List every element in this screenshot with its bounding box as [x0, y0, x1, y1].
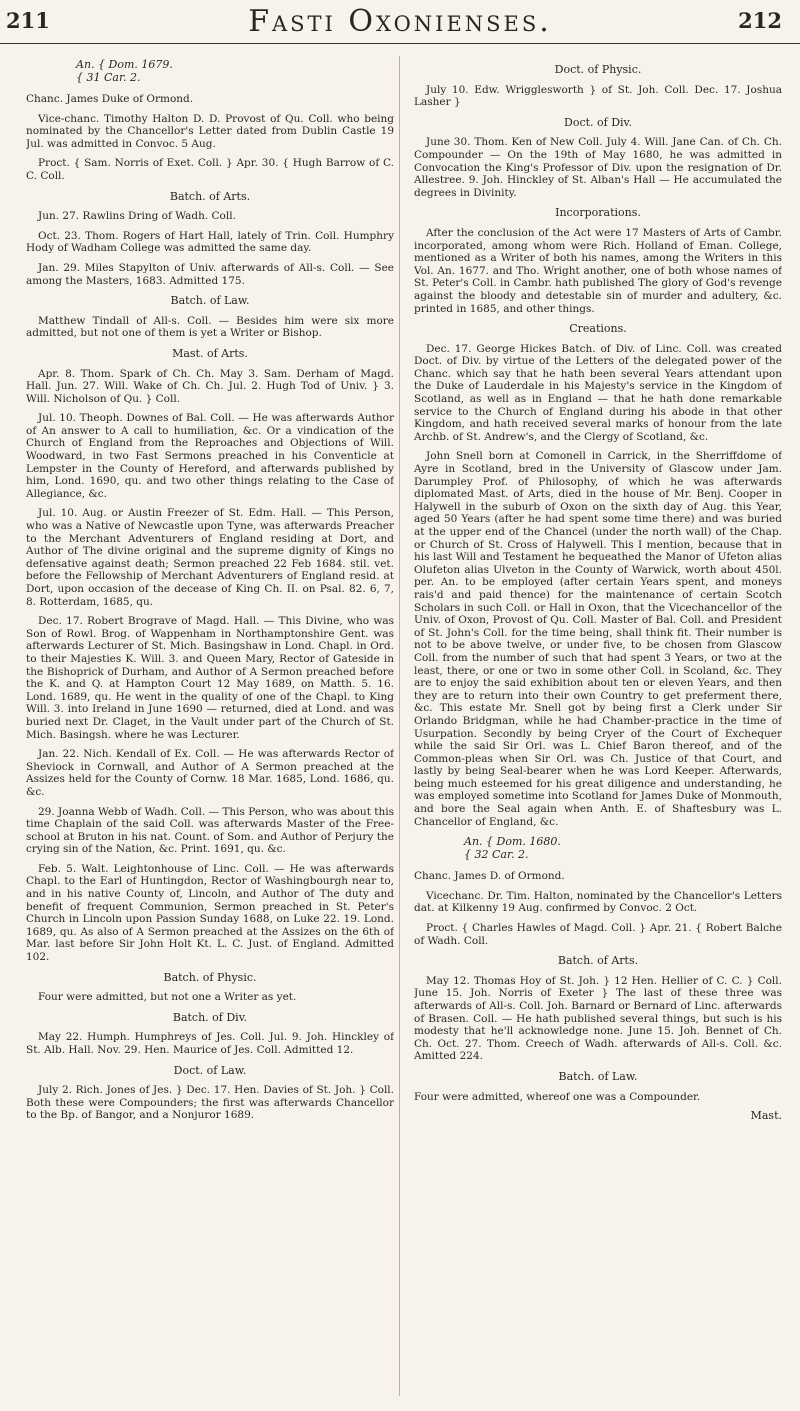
entry-paragraph: Proct. { Sam. Norris of Exet. Coll. } Apr. 30. { Hugh Barrow of C. C. Coll. [26, 157, 394, 182]
section-heading: Batch. of Arts. [169, 189, 251, 203]
entry-paragraph: Vicechanc. Dr. Tim. Halton, nominated by the Chancellor's Letters dat. at Kilkenny 19 Aug. confirmed by Convoc. 2 Oct. [414, 889, 782, 915]
column-divider [399, 56, 400, 1396]
entry-paragraph: Proct. { Charles Hawles of Magd. Coll. } Apr. 21. { Robert Balche of Wadh. Coll. [414, 922, 782, 947]
entry-paragraph: May 12. Thomas Hoy of St. Joh. } 12 Hen. Hellier of C. C. } Coll. June 15. Joh. Norris of Exeter } The last of these three was afterwards of All-s. Coll. Joh. Barnard or Bernard of Linc. afterwards of Brasen. Coll. — He hath published several things, but such is his modesty that he'll acknowledge none. June 15. Joh. Bennet of Ch. Ch. Oct. 27. Thom. Creech of Wadh. afterwards of All-s. Coll. &c. Amitted 224. [414, 974, 782, 1063]
entry-paragraph: Matthew Tindall of All-s. Coll. — Besides him were six more admitted, but not one of them is yet a Writer or Bishop. [26, 314, 394, 340]
page-header [0, 0, 800, 44]
entry-paragraph: Chanc. James Duke of Ormond. [26, 93, 194, 105]
entry-paragraph: Feb. 5. Walt. Leightonhouse of Linc. Coll. — He was afterwards Chapl. to the Earl of Huntingdon, Rector of Washingbourgh near to, and in his native County of, Lincoln, and Author of The duty and benefit of frequent Communion, Sermon preached in St. Peter's Church in Lincoln upon Passion Sunday 1688, on Luke 22. 19. Lond. 1689, qu. As also of A Sermon preached at the Assizes on the 6th of Mar. last before Sir John Holt Kt. L. C. Just. of England. Admitted 102. [26, 862, 394, 964]
section-heading: Mast. of Arts. [172, 346, 248, 360]
entry-paragraph: Dec. 17. Robert Brograve of Magd. Hall. — This Divine, who was Son of Rowl. Brog. of Wappenham in Northamptonshire Gent. was afterwards Lecturer of St. Mich. Basingshaw in Lond. Chapl. in Ord. to their Majesties K. Will. 3. and Queen Mary, Rector of Gateside in the Bishoprick of Durham, and Author of A Sermon preached before the K. and Q. at Hampton Court 12 May 1689, on Matth. 5. 16. Lond. 1689, qu. He went in the quality of one of the Chapl. to King Will. 3. into Ireland in June 1690 — returned, died at Lond. and was buried next Dr. Claget, in the Vault under part of the Church of St. Mich. Basingsh. where he was Lecturer. [26, 615, 394, 741]
page-number-right: 212 [738, 8, 782, 33]
entry-paragraph: Four were admitted, but not one a Writer as yet. [38, 991, 297, 1004]
entry-paragraph: May 22. Humph. Humphreys of Jes. Coll. Jul. 9. Joh. Hinckley of St. Alb. Hall. Nov. 29. Hen. Maurice of Jes. Coll. Admitted 12. [26, 1031, 394, 1056]
year-heading [76, 58, 394, 84]
entry-paragraph: Four were admitted, whereof one was a Compounder. [414, 1090, 701, 1103]
entry-paragraph: July 10. Edw. Wrigglesworth } of St. Joh. Coll. Dec. 17. Joshua Lasher } [414, 83, 782, 109]
header-rule [0, 43, 800, 44]
entry-paragraph: June 30. Thom. Ken of New Coll. July 4. Will. Jane Can. of Ch. Ch. Compounder — On the 19th of May 1680, he was admitted in Convocation the King's Professor of Div. upon the resignation of Dr. Allestree. 9. Joh. Hinckley of St. Alban's Hall — He accumulated the degrees in Divinity. [414, 136, 782, 199]
section-heading: Batch. of Physic. [163, 970, 257, 984]
catchword: Mast. [750, 1109, 782, 1123]
left-column [26, 56, 394, 1401]
section-heading: Incorporations. [555, 206, 641, 220]
entry-paragraph: July 2. Rich. Jones of Jes. } Dec. 17. Hen. Davies of St. Joh. } Coll. Both these were Compounders; the first was afterwards Chancellor to the Bp. of Bangor, and a Nonjuror 1689. [26, 1084, 394, 1122]
section-heading: Batch. of Arts. [557, 954, 639, 968]
year-line: An. { Dom. 1680. [464, 835, 561, 849]
section-heading: Creations. [569, 322, 627, 336]
entry-paragraph: Chanc. James D. of Ormond. [414, 870, 565, 883]
entry-paragraph: John Snell born at Comonell in Carrick, in the Sherriffdome of Ayre in Scotland, bred in the University of Glascow under Jam. Darumpley Prof. of Philosophy, of which he was afterwards diplomated Mast. of Arts, died in the house of Mr. Benj. Cooper in Halywell in the suburb of Oxon on the sixth day of Aug. this Year, aged 50 Years (after he had spent some time there) and was buried at the upper end of the Chancel (under the north wall) of the Chap. or Church of St. Cross of Halywell. This I mention, because that in his last Will and Testament he bequeathed the Manor of Ufeton alias Olufeton alias Ulveton in the County of Warwick, worth about 450l. per. An. to be employed (after certain Years spent, and moneys rais'd and paid thence) for the maintenance of certain Scotch Scholars in such Coll. or Hall in Oxon, that the Vicechancellor of the Univ. of Oxon, Provost of Qu. Coll. Master of Bal. Coll. and President of St. John's Coll. for the time being, shall think fit. Their number is not to be above twelve, or under five, to be chosen from Glascow Coll. from the number of such that had spent 3 Years, or two at the least, there, or one or two in some other Coll. in Scoland, &c. They are to enjoy the said exhibition about ten or eleven Years, and then they are to return into their own Country to get preferment there, &c. This estate Mr. Snell got by being first a Clerk under Sir Orlando Bridgman, while he had Chamber-practice in the time of Usurpation. Secondly by being Cryer of the Court of Exchequer while the said Sir Orl. was L. Chief Baron thereof, and of the Common-pleas when Sir Orl. was Ch. Justice of that Court, and lastly by being Seal-bearer when he was Lord Keeper. Afterwards, being much esteemed for his great diligence and understanding, he was employed sometime into Scotland for James Duke of Monmouth, and bore the Seal again when Anth. E. of Shaftesbury was L. Chancellor of England, &c. [414, 450, 782, 828]
section-heading: Doct. of Div. [564, 115, 632, 129]
section-heading: Batch. of Law. [170, 294, 250, 308]
entry-paragraph: 29. Joanna Webb of Wadh. Coll. — This Person, who was about this time Chaplain of the said Coll. was afterwards Master of the Free-school at Bruton in his nat. Count. of Som. and Author of Perjury the crying sin of the Nation, &c. Print. 1691, qu. &c. [26, 805, 394, 856]
entry-paragraph: Jul. 10. Theoph. Downes of Bal. Coll. — He was afterwards Author of An answer to A call to humiliation, &c. Or a vindication of the Church of England from the Reproaches and Objections of Will. Woodward, in two Fast Sermons preached in his Conventicle at Lempster in the County of Hereford, and afterwards published by him, Lond. 1690, qu. and two other things relating to the Case of Allegiance, &c. [26, 412, 394, 500]
entry-paragraph: Oct. 23. Thom. Rogers of Hart Hall, lately of Trin. Coll. Humphry Hody of Wadham College was admitted the same day. [26, 229, 394, 255]
entry-paragraph: Apr. 8. Thom. Spark of Ch. Ch. May 3. Sam. Derham of Magd. Hall. Jun. 27. Will. Wake of Ch. Ch. Jul. 2. Hugh Tod of Univ. } 3. Will. Nicholson of Qu. } Coll. [26, 367, 394, 405]
page-number-left: 211 [6, 8, 50, 33]
section-heading: Doct. of Physic. [554, 63, 642, 76]
section-heading: Batch. of Div. [172, 1010, 248, 1024]
entry-paragraph: Jan. 29. Miles Stapylton of Univ. afterwards of All-s. Coll. — See among the Masters, 1683. Admitted 175. [26, 261, 394, 287]
section-heading: Batch. of Law. [558, 1069, 638, 1083]
entry-paragraph: Vice-chanc. Timothy Halton D. D. Provost of Qu. Coll. who being nominated by the Chancellor's Letter dated from Dublin Castle 19 Jul. was admitted in Convoc. 5 Aug. [26, 112, 394, 150]
year-line: An. { Dom. 1679. [76, 58, 173, 71]
entry-paragraph: Jul. 10. Aug. or Austin Freezer of St. Edm. Hall. — This Person, who was a Native of Newcastle upon Tyne, was afterwards Preacher to the Merchant Adventurers of England residing at Dort, and Author of The divine original and the supreme dignity of Kings no defensative against death; Sermon preached 22 Feb 1684. stil. vet. before the Fellowship of Merchant Adventurers of England resid. at Dort, upon occasion of the decease of King Ch. II. on Psal. 82. 6, 7, 8. Rotterdam, 1685, qu. [26, 507, 394, 608]
year-line: { 32 Car. 2. [464, 848, 529, 862]
year-line: { 31 Car. 2. [76, 71, 141, 84]
entry-paragraph: After the conclusion of the Act were 17 Masters of Arts of Cambr. incorporated, among whom were Rich. Holland of Eman. College, mentioned as a Writer of both his names, among the Writers in this Vol. An. 1677. and Tho. Wright another, one of both whose names of St. Peter's Coll. in Cambr. hath published The glory of God's revenge against the bloody and detestable sin of murder and adultery, &c. printed in 1685, and other things. [414, 226, 782, 315]
entry-paragraph: Jun. 27. Rawlins Dring of Wadh. Coll. [38, 210, 236, 223]
entry-paragraph: Dec. 17. George Hickes Batch. of Div. of Linc. Coll. was created Doct. of Div. by virtue of the Letters of the delegated power of the Chanc. which say that he hath been several Years attendant upon the Duke of Lauderdale in his Majesty's service in the Kingdom of Scotland, as well as in England — that he hath done remarkable service to the Church of England during his abode in that other Kingdom, and hath received several marks of honour from the late Archb. of St. Andrew's, and the Clergy of Scotland, &c. [414, 342, 782, 443]
right-column [414, 56, 782, 1401]
entry-paragraph: Jan. 22. Nich. Kendall of Ex. Coll. — He was afterwards Rector of Sheviock in Cornwall, and Author of A Sermon preached at the Assizes held for the County of Cornw. 18 Mar. 1685, Lond. 1686, qu. &c. [26, 748, 394, 798]
page-title: Fasti Oxonienses. [248, 4, 552, 39]
year-heading [464, 835, 782, 861]
section-heading: Doct. of Law. [173, 1063, 247, 1077]
